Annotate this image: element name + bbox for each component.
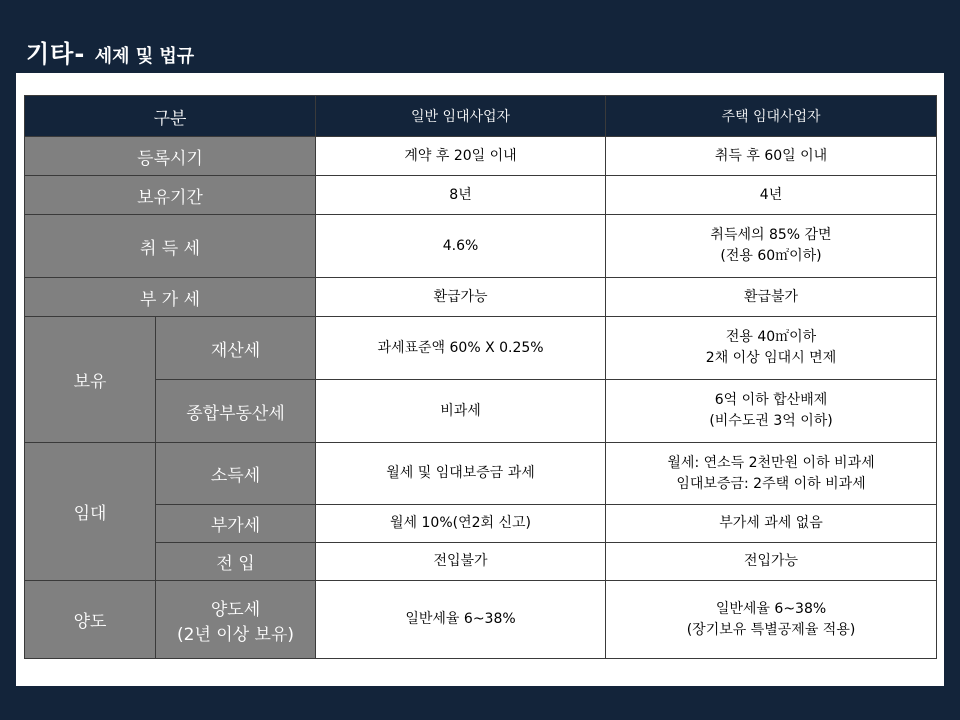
cell-vat-general: 환급가능 (316, 278, 606, 317)
header-category: 구분 (25, 96, 316, 137)
page-title-sub: 세제 및 법규 (94, 46, 195, 67)
table-row-holding-period (25, 176, 937, 215)
cell-transfer-tax-housing (606, 581, 937, 659)
cell-holding-period-housing: 4년 (606, 176, 937, 215)
cell-property-tax-housing-line1: 전용 40㎡이하 (725, 329, 817, 345)
row-label-vat: 부 가 세 (25, 278, 316, 317)
header-general-lessor: 일반 임대사업자 (316, 96, 606, 137)
cell-income-tax-housing-line1: 월세: 연소득 2천만원 이하 비과세 (667, 454, 875, 471)
table-row-acquisition-tax (25, 215, 937, 278)
tax-regulation-table (24, 95, 937, 659)
cell-registration-general: 계약 후 20일 이내 (316, 137, 606, 176)
table-row-property-tax (25, 317, 937, 380)
cell-comprehensive-tax-housing-line1: 6억 이하 합산배제 (714, 392, 828, 408)
cell-comprehensive-tax-housing (606, 380, 937, 443)
row-label-acquisition-tax: 취 득 세 (25, 215, 316, 278)
row-label-transfer-tax-line1: 양도세 (210, 599, 261, 620)
group-label-holding: 보유 (25, 317, 156, 443)
cell-transfer-tax-housing-line1: 일반세율 6~38% (715, 600, 827, 617)
cell-property-tax-housing (606, 317, 937, 380)
table-row-income-tax (25, 443, 937, 505)
cell-income-tax-housing-line2: 임대보증금: 2주택 이하 비과세 (676, 475, 866, 492)
row-label-rental-vat: 부가세 (156, 505, 316, 543)
cell-rental-vat-general: 월세 10%(연2회 신고) (316, 505, 606, 543)
cell-income-tax-general: 월세 및 임대보증금 과세 (316, 443, 606, 505)
cell-acquisition-tax-housing (606, 215, 937, 278)
row-label-registration: 등록시기 (25, 137, 316, 176)
cell-income-tax-housing (606, 443, 937, 505)
cell-transfer-tax-general: 일반세율 6~38% (316, 581, 606, 659)
group-label-transfer: 양도 (25, 581, 156, 659)
cell-comprehensive-tax-housing-line2: (비수도권 3억 이하) (709, 413, 833, 429)
row-label-income-tax: 소득세 (156, 443, 316, 505)
table-row-vat (25, 278, 937, 317)
table-row-transfer-tax (25, 581, 937, 659)
table-header-row (25, 96, 937, 137)
row-label-transfer-tax (156, 581, 316, 659)
cell-acquisition-tax-housing-line2: (전용 60㎡이하) (720, 248, 822, 264)
group-label-rental: 임대 (25, 443, 156, 581)
table-row-comprehensive-tax (25, 380, 937, 443)
table-row-rental-vat (25, 505, 937, 543)
cell-move-in-general: 전입불가 (316, 543, 606, 581)
cell-transfer-tax-housing-line2: (장기보유 특별공제율 적용) (686, 621, 856, 638)
row-label-property-tax: 재산세 (156, 317, 316, 380)
cell-vat-housing: 환급불가 (606, 278, 937, 317)
row-label-move-in: 전 입 (156, 543, 316, 581)
cell-property-tax-housing-line2: 2채 이상 임대시 면제 (705, 350, 837, 366)
table-row-registration (25, 137, 937, 176)
row-label-transfer-tax-line2: (2년 이상 보유) (177, 624, 294, 645)
cell-comprehensive-tax-general: 비과세 (316, 380, 606, 443)
cell-property-tax-general: 과세표준액 60% X 0.25% (316, 317, 606, 380)
cell-acquisition-tax-housing-line1: 취득세의 85% 감면 (710, 227, 832, 243)
header-housing-lessor: 주택 임대사업자 (606, 96, 937, 137)
page-title-main: 기타- (26, 40, 95, 68)
table-row-move-in (25, 543, 937, 581)
page-title (26, 34, 194, 69)
cell-acquisition-tax-general: 4.6% (316, 215, 606, 278)
row-label-holding-period: 보유기간 (25, 176, 316, 215)
cell-registration-housing: 취득 후 60일 이내 (606, 137, 937, 176)
cell-rental-vat-housing: 부가세 과세 없음 (606, 505, 937, 543)
cell-holding-period-general: 8년 (316, 176, 606, 215)
row-label-comprehensive-tax: 종합부동산세 (156, 380, 316, 443)
cell-move-in-housing: 전입가능 (606, 543, 937, 581)
